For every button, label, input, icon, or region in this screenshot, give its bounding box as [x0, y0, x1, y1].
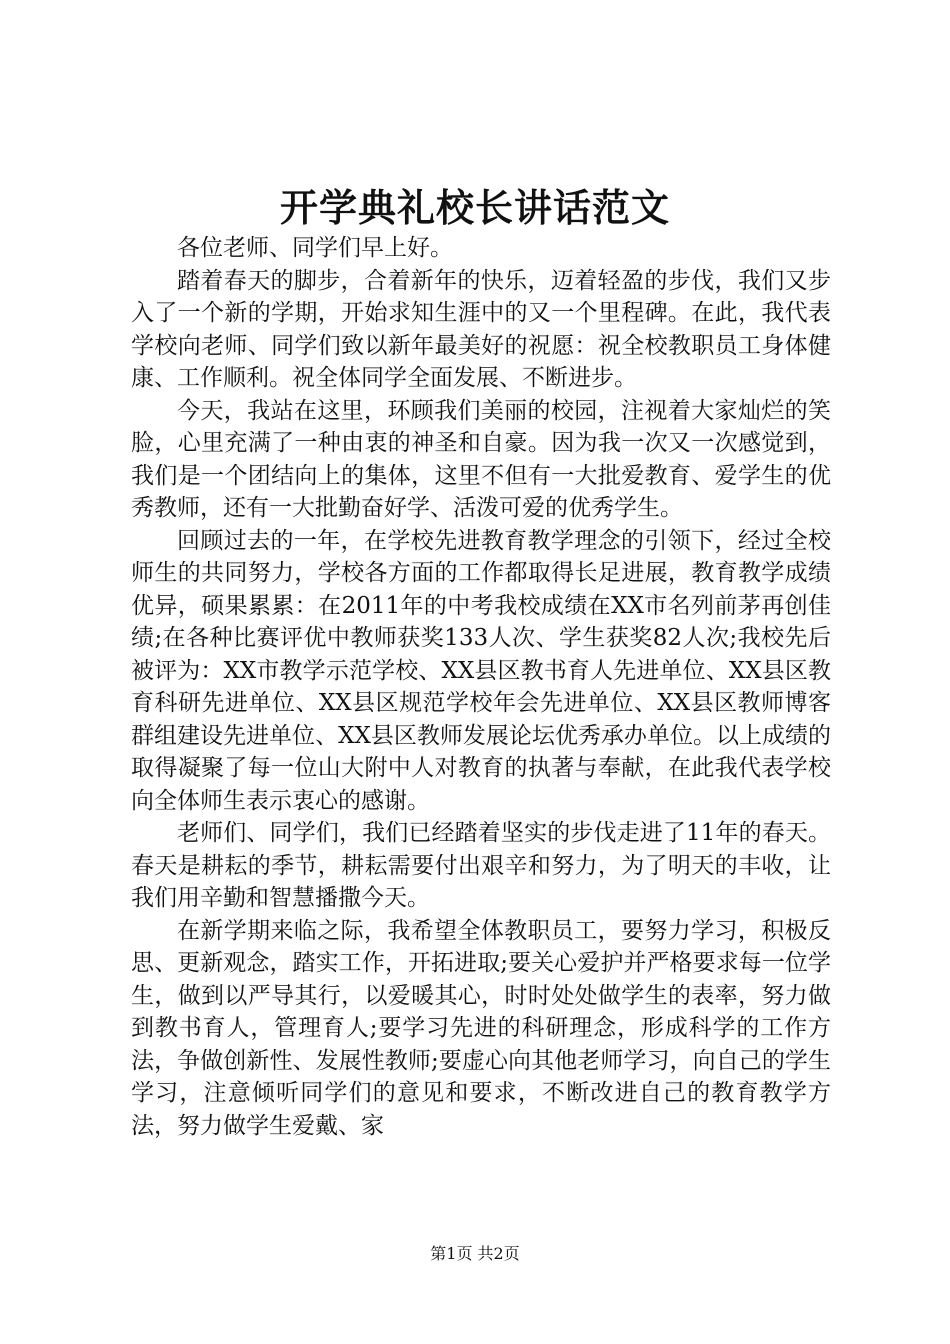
- paragraph-teacher-expectations: 在新学期来临之际，我希望全体教职员工，要努力学习，积极反思、更新观念，踏实工作，开拓进取;要关心爱护并严格要求每一位学生，做到以严导其行，以爱暖其心，时时处处做学生的表率，努力做到教书育人，管理育人;要学习先进的科研理念，形成科学的工作方法，争做创新性、发展性教师;要虚心向其他老师学习，向自己的学生学习，注意倾听同学们的意见和要求，不断改进自己的教育教学方法，努力做学生爱戴、家: [131, 917, 831, 1139]
- paragraph-new-semester: 踏着春天的脚步，合着新年的快乐，迈着轻盈的步伐，我们又步入了一个新的学期，开始求知生涯中的又一个里程碑。在此，我代表学校向老师、同学们致以新年最美好的祝愿：祝全校教职员工身体健康、工作顺利。祝全体同学全面发展、不断进步。: [131, 267, 831, 391]
- paragraph-spring: 老师们、同学们，我们已经踏着坚实的步伐走进了11年的春天。春天是耕耘的季节，耕耘需要付出艰辛和努力，为了明天的丰收，让我们用辛勤和智慧播撒今天。: [131, 820, 831, 911]
- paragraph-greeting: 各位老师、同学们早上好。: [177, 235, 453, 261]
- page-footer: 第1页 共2页: [430, 1244, 520, 1263]
- document-title: 开学典礼校长讲话范文: [279, 185, 670, 230]
- paragraph-campus-pride: 今天，我站在这里，环顾我们美丽的校园，注视着大家灿烂的笑脸，心里充满了一种由衷的神圣和自豪。因为我一次又一次感觉到，我们是一个团结向上的集体，这里不但有一大批爱教育、爱学生的优秀教师，还有一大批勤奋好学、活泼可爱的优秀学生。: [131, 397, 831, 521]
- paragraph-achievements: 回顾过去的一年，在学校先进教育教学理念的引领下，经过全校师生的共同努力，学校各方面的工作都取得长足进展，教育教学成绩优异，硕果累累：在2011年的中考我校成绩在XX市名列前茅再创佳绩;在各种比赛评优中教师获奖133人次、学生获奖82人次;我校先后被评为：XX市教学示范学校、XX县区教书育人先进单位、XX县区教育科研先进单位、XX县区规范学校年会先进单位、XX县区教师博客群组建设先进单位、XX县区教师发展论坛优秀承办单位。以上成绩的取得凝聚了每一位山大附中人对教育的执著与奉献，在此我代表学校向全体师生表示衷心的感谢。: [131, 527, 831, 814]
- document-body: [131, 232, 831, 1142]
